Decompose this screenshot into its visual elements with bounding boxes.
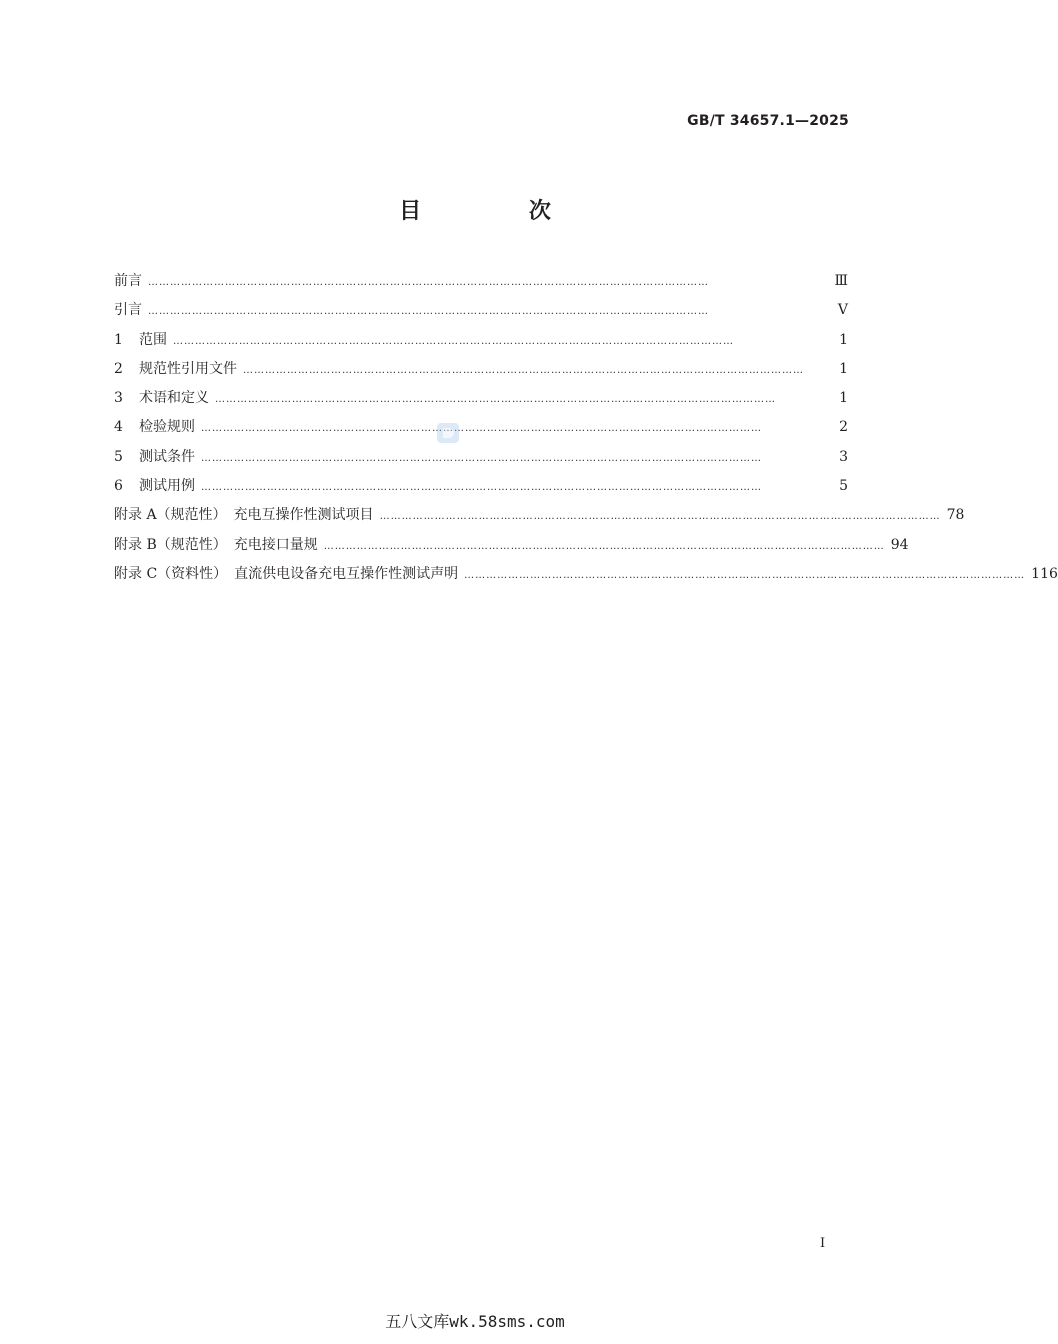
toc-leader-dots: ……………………………………………………………………………………………………………………………………… xyxy=(323,540,885,552)
page-number: I xyxy=(820,1236,826,1251)
toc-list xyxy=(114,270,1058,592)
toc-entry-annex-c[interactable] xyxy=(114,563,1058,592)
toc-entry-annex-a[interactable] xyxy=(114,504,965,533)
watermark-logo-icon xyxy=(436,422,460,444)
toc-entry-4[interactable] xyxy=(114,416,848,445)
toc-entry-number: 1 xyxy=(114,331,123,348)
toc-entry-page: 1 xyxy=(839,390,848,407)
toc-title: 目 次 xyxy=(399,199,601,224)
toc-leader-dots: ……………………………………………………………………………………………………………………………………… xyxy=(464,569,1026,581)
toc-entry-label: 前言 xyxy=(114,273,142,289)
toc-entry-page: 78 xyxy=(946,507,965,524)
toc-entry-number: 5 xyxy=(114,448,123,465)
toc-entry-annex-b[interactable] xyxy=(114,534,909,563)
toc-leader-dots: ……………………………………………………………………………………………………………………………………… xyxy=(148,306,709,318)
toc-entry-6[interactable] xyxy=(114,475,848,504)
toc-entry-number: 2 xyxy=(114,360,123,377)
toc-entry-foreword[interactable] xyxy=(114,270,848,299)
toc-entry-label: 引言 xyxy=(114,302,142,319)
toc-entry-page: 3 xyxy=(839,448,848,465)
toc-entry-1[interactable] xyxy=(114,329,848,358)
footer-site-url: 五八文库wk.58sms.com xyxy=(385,1312,565,1331)
standard-number: GB/T 34657.1—2025 xyxy=(687,113,849,129)
toc-entry-3[interactable] xyxy=(114,387,848,416)
toc-leader-dots: ……………………………………………………………………………………………………………………………………… xyxy=(201,482,762,494)
toc-entry-page: Ⅲ xyxy=(834,273,848,289)
toc-entry-page: 1 xyxy=(839,360,848,377)
toc-entry-page: Ⅴ xyxy=(837,302,848,319)
toc-entry-number: 4 xyxy=(114,419,123,436)
toc-entry-label: 规范性引用文件 xyxy=(139,360,237,377)
toc-entry-number: 3 xyxy=(114,390,123,407)
toc-entry-label: 测试条件 xyxy=(139,448,195,465)
toc-entry-page: 94 xyxy=(890,536,909,553)
toc-leader-dots: ……………………………………………………………………………………………………………………………………… xyxy=(148,277,709,288)
toc-entry-label: 附录 A（规范性） 充电互操作性测试项目 xyxy=(114,507,374,524)
toc-entry-label: 测试用例 xyxy=(139,478,195,495)
toc-entry-label: 附录 C（资料性） 直流供电设备充电互操作性测试声明 xyxy=(114,565,459,582)
toc-leader-dots: ……………………………………………………………………………………………………………………………………… xyxy=(173,335,734,347)
toc-leader-dots: ……………………………………………………………………………………………………………………………………… xyxy=(201,423,762,435)
toc-leader-dots: ……………………………………………………………………………………………………………………………………… xyxy=(379,511,941,523)
toc-entry-label: 范围 xyxy=(139,331,167,348)
toc-leader-dots: ……………………………………………………………………………………………………………………………………… xyxy=(201,452,762,464)
toc-entry-page: 5 xyxy=(839,478,848,495)
toc-leader-dots: ……………………………………………………………………………………………………………………………………… xyxy=(243,364,804,376)
toc-entry-page: 2 xyxy=(839,419,848,436)
toc-leader-dots: ……………………………………………………………………………………………………………………………………… xyxy=(215,394,776,406)
toc-entry-introduction[interactable] xyxy=(114,299,848,328)
toc-entry-number: 6 xyxy=(114,478,123,495)
toc-entry-page: 1 xyxy=(839,331,848,348)
toc-entry-2[interactable] xyxy=(114,358,848,387)
toc-entry-page: 116 xyxy=(1031,565,1058,582)
toc-entry-5[interactable] xyxy=(114,446,848,475)
toc-entry-label: 术语和定义 xyxy=(139,390,209,407)
toc-entry-label: 检验规则 xyxy=(139,419,195,436)
toc-entry-label: 附录 B（规范性） 充电接口量规 xyxy=(114,536,318,553)
